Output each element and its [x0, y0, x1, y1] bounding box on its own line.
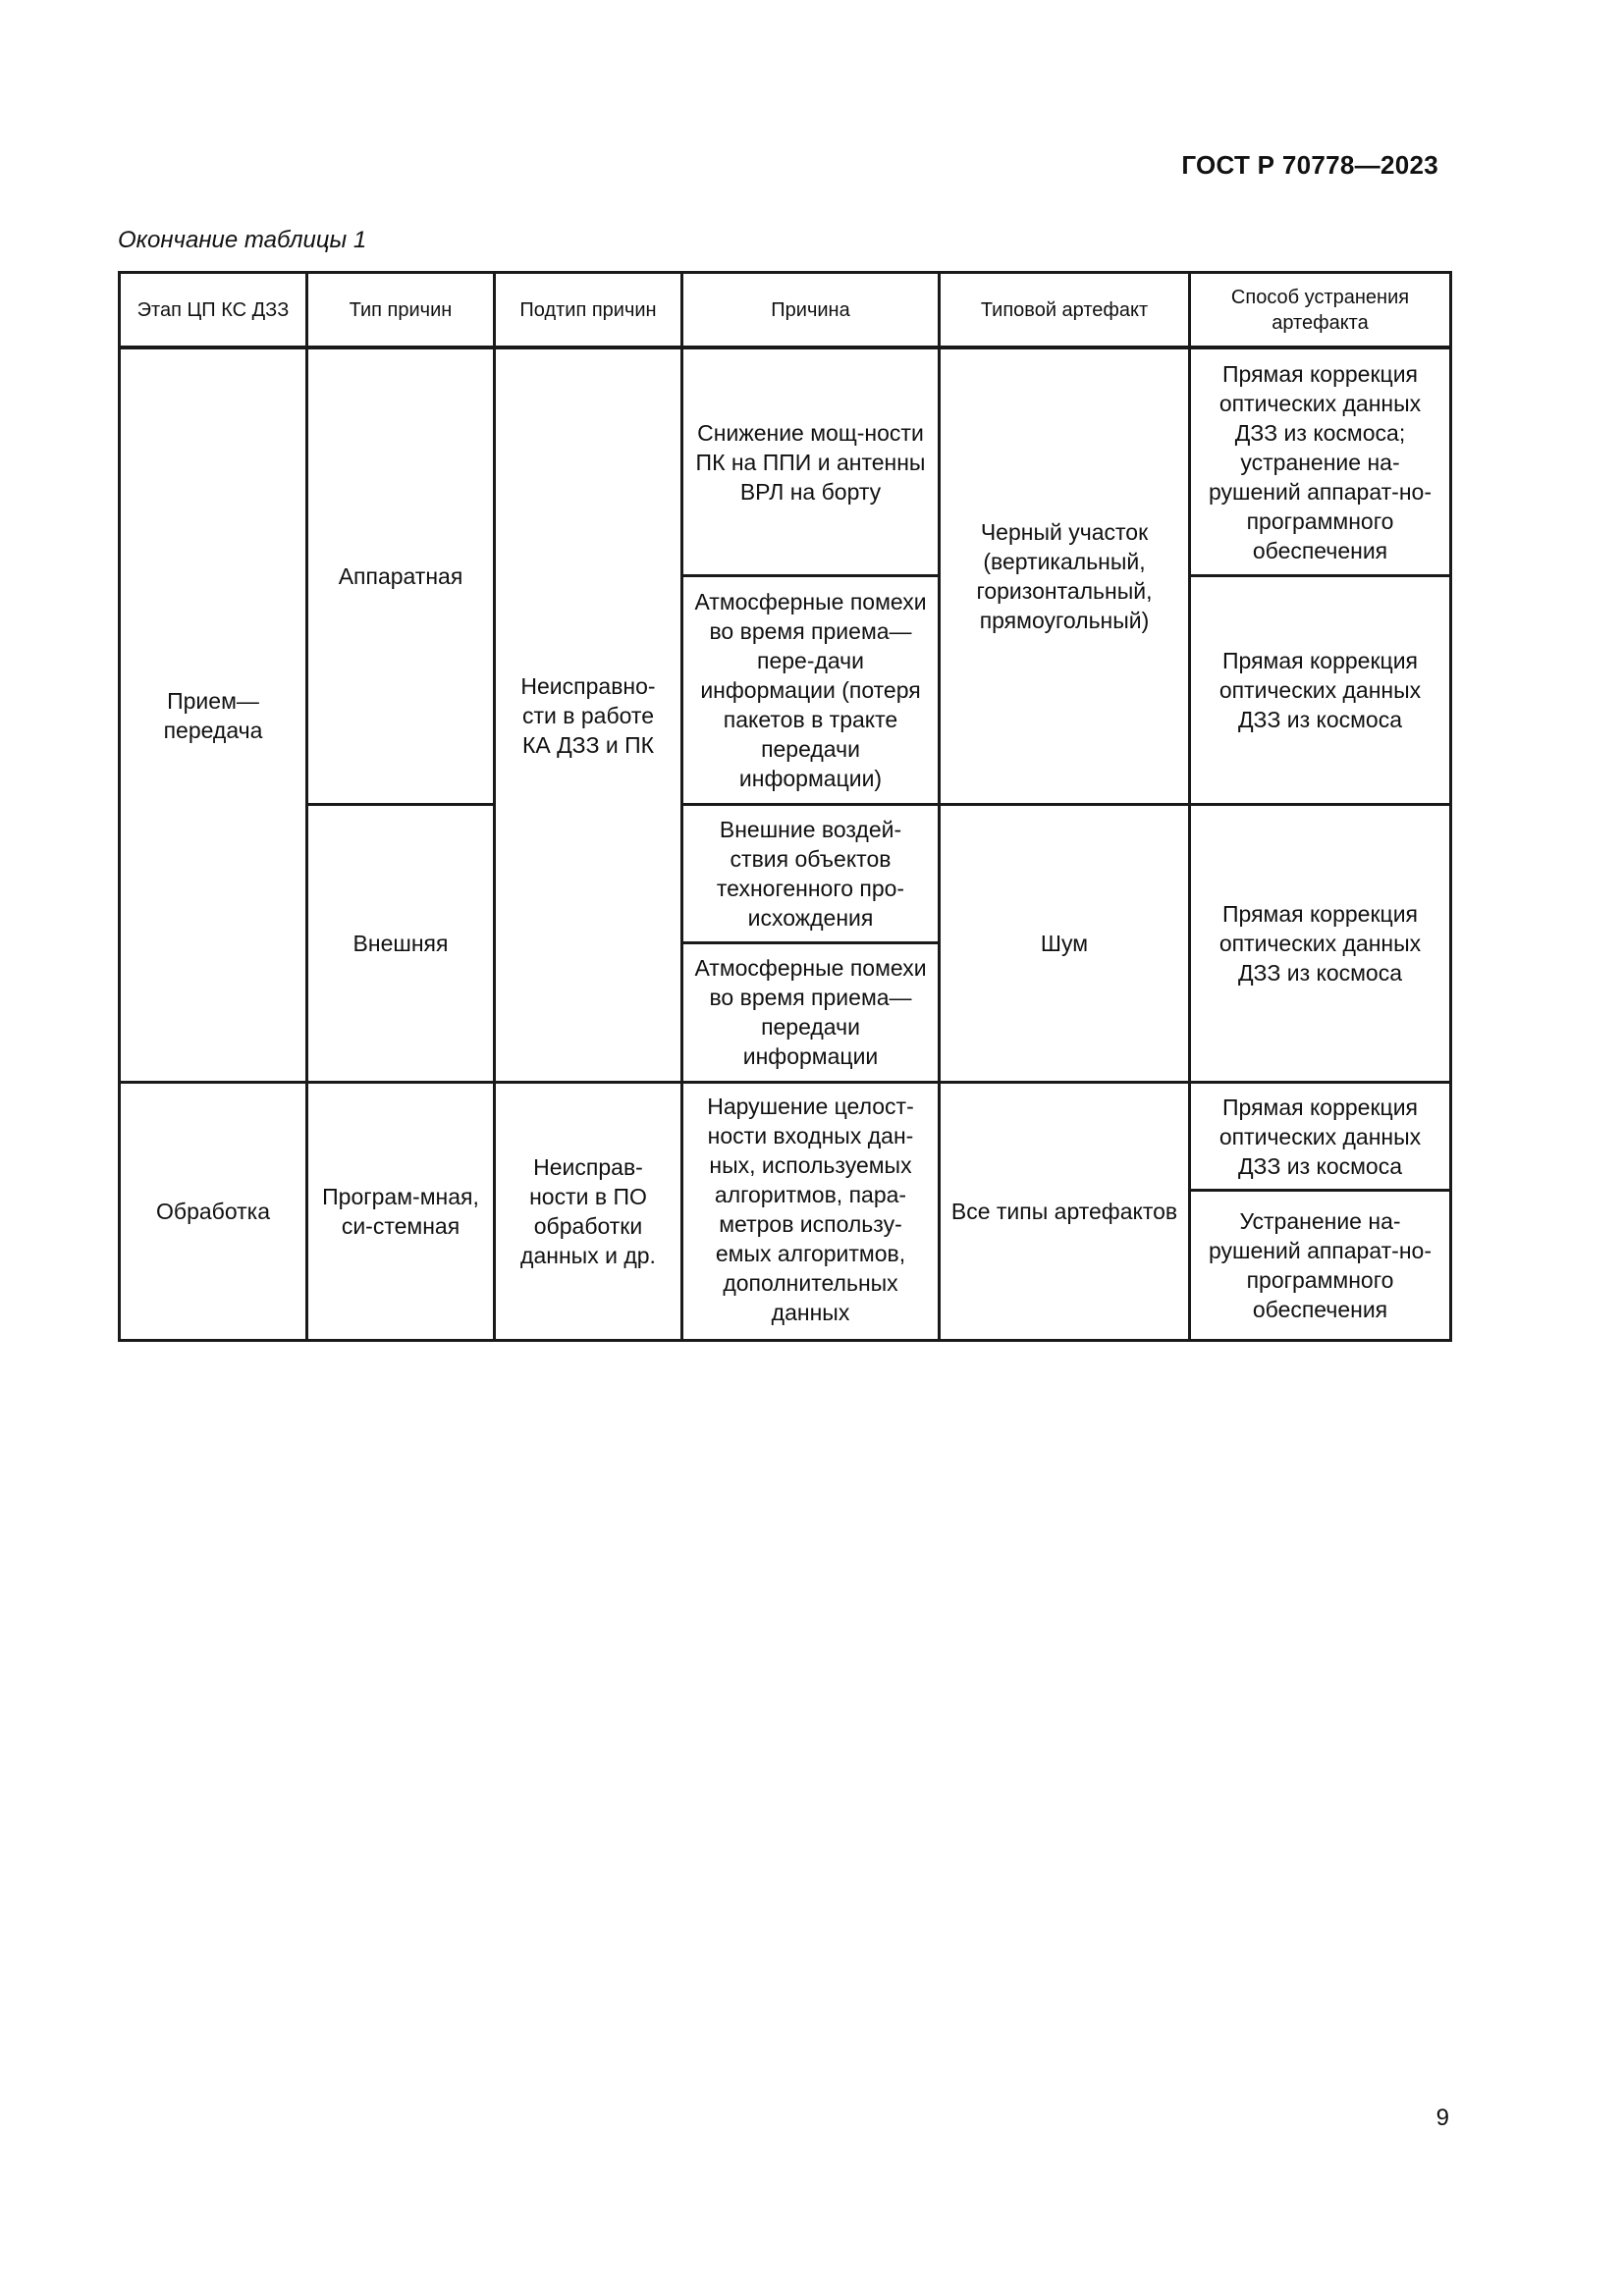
column-header-cause-type: Тип причин	[307, 273, 495, 348]
cell-elimination-method: Прямая коррекция оптических данных ДЗЗ из космоса	[1190, 805, 1451, 1083]
column-header-typical-artifact: Типовой артефакт	[940, 273, 1190, 348]
cell-elimination-method: Прямая коррекция оптических данных ДЗЗ из космоса; устранение на-рушений аппарат-но-программного обеспечения	[1190, 347, 1451, 576]
cell-cause-subtype: Неисправ-ности в ПО обработки данных и др.	[495, 1083, 682, 1341]
cell-elimination-method: Прямая коррекция оптических данных ДЗЗ из космоса	[1190, 576, 1451, 805]
table-row	[120, 805, 1451, 942]
cell-cause: Нарушение целост-ности входных дан-ных, используемых алгоритмов, пара-метров использу-емых алгоритмов, дополнительных данных	[682, 1083, 940, 1341]
table-row	[120, 1083, 1451, 1191]
column-header-cause: Причина	[682, 273, 940, 348]
cell-typical-artifact: Все типы артефактов	[940, 1083, 1190, 1341]
page-number: 9	[1435, 2105, 1449, 2131]
cell-cause: Снижение мощ-ности ПК на ППИ и антенны ВРЛ на борту	[682, 347, 940, 576]
cell-cause-type: Внешняя	[307, 805, 495, 1083]
column-header-elimination-method: Способ устранения артефакта	[1190, 273, 1451, 348]
cell-cause: Атмосферные помехи во время приема—пере-дачи информации (потеря пакетов в тракте передачи информации)	[682, 576, 940, 805]
cell-stage: Обработка	[120, 1083, 307, 1341]
cell-typical-artifact: Шум	[940, 805, 1190, 1083]
column-header-stage: Этап ЦП КС ДЗЗ	[120, 273, 307, 348]
cell-cause: Атмосферные помехи во время приема—передачи информации	[682, 942, 940, 1082]
cell-cause-type: Програм-мная, си-стемная	[307, 1083, 495, 1341]
cell-cause-type: Аппаратная	[307, 347, 495, 805]
table-caption: Окончание таблицы 1	[118, 227, 367, 253]
cell-stage: Прием— передача	[120, 347, 307, 1083]
table-row	[120, 347, 1451, 576]
cell-cause-subtype: Неисправно-сти в работе КА ДЗЗ и ПК	[495, 347, 682, 1083]
column-header-cause-subtype: Подтип причин	[495, 273, 682, 348]
cell-elimination-method: Устранение на-рушений аппарат-но-программного обеспечения	[1190, 1191, 1451, 1341]
table-header-row	[120, 273, 1451, 348]
causes-table	[118, 271, 1452, 1342]
cell-cause: Внешние воздей-ствия объектов техногенного про-исхождения	[682, 805, 940, 942]
document-code: ГОСТ Р 70778—2023	[1181, 150, 1438, 180]
cell-typical-artifact: Черный участок (вертикальный, горизонтальный, прямоугольный)	[940, 347, 1190, 805]
cell-elimination-method: Прямая коррекция оптических данных ДЗЗ из космоса	[1190, 1083, 1451, 1191]
